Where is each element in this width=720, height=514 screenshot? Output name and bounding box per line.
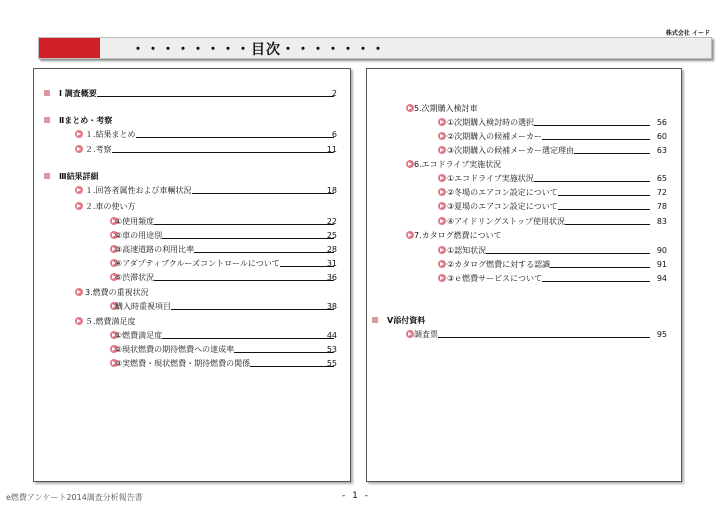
arrow-circle-icon xyxy=(438,274,446,282)
arrow-circle-icon xyxy=(438,132,446,140)
toc-entry[interactable] xyxy=(34,343,350,356)
toc-leader-line xyxy=(534,181,650,182)
toc-entry-label: ③夏場のエアコン設定について xyxy=(447,202,558,211)
toc-entry[interactable] xyxy=(34,215,350,228)
arrow-circle-icon xyxy=(406,231,414,239)
toc-leader-line xyxy=(534,125,650,126)
arrow-circle-icon xyxy=(438,202,446,210)
toc-entry-label: Ⅰ 調査概要 xyxy=(59,89,97,98)
title-accent-block xyxy=(39,38,100,58)
toc-entry-label: 調査票 xyxy=(414,330,438,339)
toc-leader-line xyxy=(194,252,334,253)
arrow-circle-icon xyxy=(438,146,446,154)
toc-entry[interactable] xyxy=(367,229,681,242)
toc-entry-label: ④アイドリングストップ使用状況 xyxy=(447,217,565,226)
toc-page-number: 60 xyxy=(656,132,667,141)
toc-entry-label: ②冬場のエアコン設定について xyxy=(447,188,558,197)
toc-entry-label: Ⅴ添付資料 xyxy=(387,316,426,325)
arrow-circle-icon xyxy=(406,104,414,112)
toc-entry[interactable] xyxy=(367,158,681,171)
arrow-circle-icon xyxy=(438,118,446,126)
toc-entry-label: １.結果まとめ xyxy=(85,130,136,139)
toc-entry-label: 6.エコドライブ実施状況 xyxy=(414,160,502,169)
toc-leader-line xyxy=(558,209,650,210)
toc-entry-label: ２.車の使い方 xyxy=(85,202,136,211)
page-number: - 1 - xyxy=(342,491,370,501)
toc-leader-line xyxy=(192,193,334,194)
square-bullet-icon xyxy=(44,173,50,179)
toc-entry-label: ２.考察 xyxy=(85,145,112,154)
toc-entry-label: ③実燃費・現状燃費・期待燃費の関係 xyxy=(115,359,251,368)
arrow-circle-icon xyxy=(406,160,414,168)
toc-entry[interactable] xyxy=(34,243,350,256)
toc-entry[interactable] xyxy=(34,257,350,270)
toc-entry-label: ①次期購入検討時の選択 xyxy=(447,118,535,127)
toc-leader-line xyxy=(97,96,334,97)
toc-page-number: 31 xyxy=(326,259,337,268)
toc-entry[interactable] xyxy=(34,329,350,342)
toc-entry-label: ①燃費満足度 xyxy=(115,331,163,340)
toc-entry[interactable] xyxy=(367,272,681,285)
toc-entry-label: ①使用頻度 xyxy=(115,217,155,226)
toc-entry-label: ②現状燃費の期待燃費への達成率 xyxy=(115,345,235,354)
toc-entry[interactable] xyxy=(367,258,681,271)
toc-entry[interactable] xyxy=(367,102,681,115)
toc-leader-line xyxy=(112,152,334,153)
toc-entry[interactable] xyxy=(367,116,681,129)
toc-entry-label: 購入時重視項目 xyxy=(115,302,171,311)
toc-page-number: 28 xyxy=(326,245,337,254)
toc-entry[interactable] xyxy=(34,300,350,313)
toc-page-number: 53 xyxy=(326,345,337,354)
toc-entry[interactable] xyxy=(34,170,350,183)
toc-entry[interactable] xyxy=(34,87,350,100)
toc-entry-label: 7.カタログ燃費について xyxy=(414,231,502,240)
toc-entry[interactable] xyxy=(34,357,350,370)
toc-entry[interactable] xyxy=(367,172,681,185)
toc-page-number: 83 xyxy=(656,217,667,226)
toc-entry-label: ③高速道路の利用比率 xyxy=(115,245,195,254)
toc-entry-label: ①エコドライブ実施状況 xyxy=(447,174,534,183)
toc-page-number: 56 xyxy=(656,118,667,127)
toc-entry[interactable] xyxy=(34,128,350,141)
toc-page-number: 18 xyxy=(326,186,337,195)
arrow-circle-icon xyxy=(75,202,83,210)
arrow-circle-icon xyxy=(438,188,446,196)
toc-entry-label: ③次期購入の候補メーカー選定理由 xyxy=(447,146,575,155)
toc-entry[interactable] xyxy=(367,200,681,213)
toc-entry[interactable] xyxy=(367,186,681,199)
arrow-circle-icon xyxy=(75,145,83,153)
toc-right-panel xyxy=(366,68,682,482)
arrow-circle-icon xyxy=(438,260,446,268)
toc-page-number: 78 xyxy=(656,202,667,211)
toc-page-number: 38 xyxy=(326,302,337,311)
toc-entry-label: Ⅲ結果詳細 xyxy=(59,172,99,181)
company-name: 株式会社 イード xyxy=(665,30,710,37)
toc-leader-line xyxy=(162,338,334,339)
toc-entry[interactable] xyxy=(34,200,350,213)
toc-entry-label: ②次期購入の候補メーカー xyxy=(447,132,543,141)
toc-page-number: 55 xyxy=(326,359,337,368)
toc-entry[interactable] xyxy=(34,229,350,242)
toc-page-number: 2 xyxy=(331,89,337,98)
toc-entry[interactable] xyxy=(34,271,350,284)
toc-entry-label: ⑤渋滞状況 xyxy=(115,273,155,282)
toc-entry[interactable] xyxy=(367,144,681,157)
toc-page-number: 25 xyxy=(326,231,337,240)
arrow-circle-icon xyxy=(406,330,414,338)
title-bar xyxy=(38,37,712,59)
toc-entry-label: Ⅱまとめ・考察 xyxy=(59,116,113,125)
toc-entry-label: ③ｅ燃費サービスについて xyxy=(447,274,543,283)
arrow-circle-icon xyxy=(75,317,83,325)
toc-entry[interactable] xyxy=(34,286,350,299)
report-title-footer: e燃費アンケート2014調査分析報告書 xyxy=(6,493,143,502)
toc-entry-label: ①認知状況 xyxy=(447,246,487,255)
toc-entry-label: 5.次期購入検討車 xyxy=(414,104,478,113)
toc-page-number: 94 xyxy=(656,274,667,283)
toc-entry[interactable] xyxy=(367,328,681,341)
toc-page-number: 6 xyxy=(331,130,337,139)
toc-leader-line xyxy=(550,267,650,268)
toc-entry-label: ５.燃費満足度 xyxy=(85,317,136,326)
toc-entry-label: ②カタログ燃費に対する認識 xyxy=(447,260,551,269)
square-bullet-icon xyxy=(44,90,50,96)
toc-page-number: 72 xyxy=(656,188,667,197)
toc-entry-label: ④アダプティブクルーズコントロールについて xyxy=(115,259,280,268)
toc-page-number: 90 xyxy=(656,246,667,255)
arrow-circle-icon xyxy=(75,288,83,296)
toc-leader-line xyxy=(136,137,334,138)
toc-leader-line xyxy=(171,309,334,310)
toc-leader-line xyxy=(565,224,650,225)
toc-left-panel xyxy=(33,68,351,482)
toc-entry-label: 3.燃費の重視状況 xyxy=(85,288,149,297)
toc-entry[interactable] xyxy=(34,315,350,328)
toc-entry[interactable] xyxy=(367,215,681,228)
toc-leader-line xyxy=(486,253,650,254)
toc-page-number: 63 xyxy=(656,146,667,155)
arrow-circle-icon xyxy=(75,130,83,138)
toc-leader-line xyxy=(154,280,334,281)
toc-entry[interactable] xyxy=(34,114,350,127)
arrow-circle-icon xyxy=(438,246,446,254)
toc-entry[interactable] xyxy=(34,184,350,197)
toc-leader-line xyxy=(542,281,650,282)
arrow-circle-icon xyxy=(438,217,446,225)
toc-entry[interactable] xyxy=(367,314,681,327)
toc-leader-line xyxy=(542,139,650,140)
toc-page-number: 65 xyxy=(656,174,667,183)
toc-leader-line xyxy=(574,153,650,154)
toc-page-number: 44 xyxy=(326,331,337,340)
toc-page-number: 11 xyxy=(326,145,337,154)
toc-entry[interactable] xyxy=(367,130,681,143)
square-bullet-icon xyxy=(44,117,50,123)
toc-entry[interactable] xyxy=(367,244,681,257)
toc-entry-label: ②車の用途別 xyxy=(115,231,163,240)
arrow-circle-icon xyxy=(438,174,446,182)
toc-leader-line xyxy=(154,224,334,225)
toc-page-number: 91 xyxy=(656,260,667,269)
toc-leader-line xyxy=(162,238,334,239)
toc-entry[interactable] xyxy=(34,143,350,156)
square-bullet-icon xyxy=(372,317,378,323)
toc-leader-line xyxy=(438,337,650,338)
toc-page-number: 95 xyxy=(656,330,667,339)
toc-page-number: 22 xyxy=(326,217,337,226)
toc-entry-label: １.回答者属性および車輌状況 xyxy=(85,186,192,195)
toc-page-number: 36 xyxy=(326,273,337,282)
page-title: ・・・・・・・・目次・・・・・・・ xyxy=(131,42,386,58)
arrow-circle-icon xyxy=(75,186,83,194)
toc-leader-line xyxy=(558,195,650,196)
